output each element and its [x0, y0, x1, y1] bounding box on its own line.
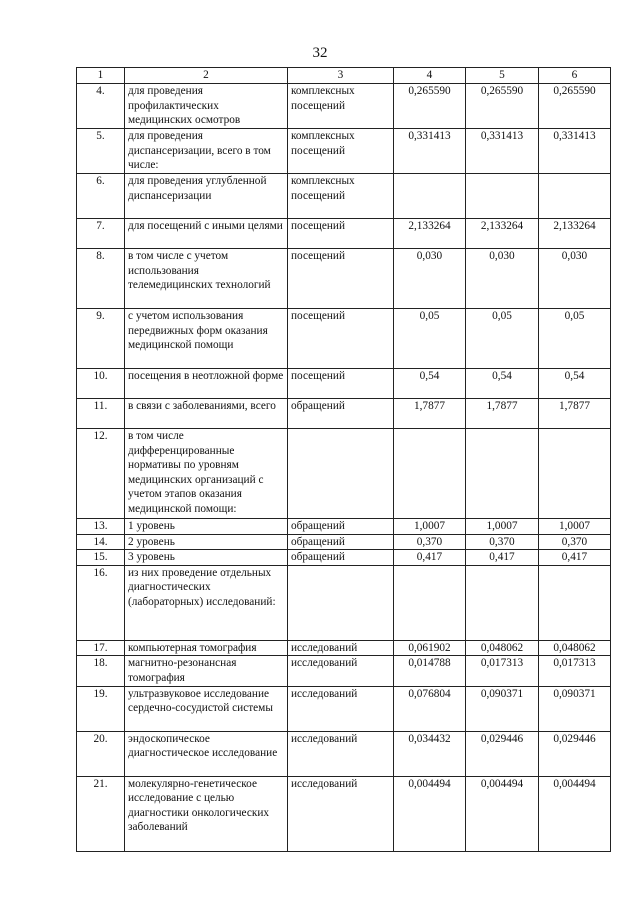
- unit: комплексных посещений: [288, 129, 394, 174]
- value-col6: 0,265590: [539, 84, 611, 129]
- indicator-name: в том числе дифференцированные нормативы по уровням медицинских организаций с учетом этапов оказания медицинской помощи:: [125, 429, 288, 519]
- value-col5: 2,133264: [466, 219, 539, 249]
- indicator-name: компьютерная томография: [125, 640, 288, 656]
- table-row: [77, 640, 611, 656]
- value-col6: 0,417: [539, 550, 611, 566]
- value-col4: 0,061902: [394, 640, 466, 656]
- value-col5: 0,030: [466, 249, 539, 309]
- row-number: 18.: [77, 656, 125, 686]
- row-number: 14.: [77, 534, 125, 550]
- table-row: [77, 399, 611, 429]
- value-col5: 0,265590: [466, 84, 539, 129]
- value-col5: [466, 565, 539, 640]
- value-col4: 0,417: [394, 550, 466, 566]
- value-col4: 0,370: [394, 534, 466, 550]
- value-col6: 1,0007: [539, 519, 611, 535]
- value-col6: 2,133264: [539, 219, 611, 249]
- table-row: [77, 84, 611, 129]
- table-row: [77, 565, 611, 640]
- indicator-name: ультразвуковое исследование сердечно-сосудистой системы: [125, 686, 288, 731]
- unit: посещений: [288, 219, 394, 249]
- value-col4: 1,7877: [394, 399, 466, 429]
- page-number: 32: [312, 45, 328, 61]
- column-header-6: 6: [539, 68, 611, 84]
- value-col5: 0,017313: [466, 656, 539, 686]
- indicator-name: 3 уровень: [125, 550, 288, 566]
- unit: обращений: [288, 399, 394, 429]
- indicator-name: для посещений с иными целями: [125, 219, 288, 249]
- value-col6: 0,004494: [539, 776, 611, 851]
- column-header-5: 5: [466, 68, 539, 84]
- value-col6: 0,05: [539, 309, 611, 369]
- indicator-name: с учетом использования передвижных форм оказания медицинской помощи: [125, 309, 288, 369]
- row-number: 21.: [77, 776, 125, 851]
- table-row: [77, 550, 611, 566]
- value-col4: 0,076804: [394, 686, 466, 731]
- table-row: [77, 174, 611, 219]
- row-number: 15.: [77, 550, 125, 566]
- value-col4: [394, 429, 466, 519]
- value-col6: 0,370: [539, 534, 611, 550]
- value-col5: 0,331413: [466, 129, 539, 174]
- value-col6: 0,017313: [539, 656, 611, 686]
- row-number: 6.: [77, 174, 125, 219]
- row-number: 4.: [77, 84, 125, 129]
- value-col4: 0,014788: [394, 656, 466, 686]
- value-col6: 0,048062: [539, 640, 611, 656]
- indicator-name: 1 уровень: [125, 519, 288, 535]
- value-col5: 0,54: [466, 369, 539, 399]
- indicator-name: молекулярно-генетическое исследование с целью диагностики онкологических заболеваний: [125, 776, 288, 851]
- value-col4: 0,030: [394, 249, 466, 309]
- row-number: 13.: [77, 519, 125, 535]
- column-header-2: 2: [125, 68, 288, 84]
- value-col4: 0,54: [394, 369, 466, 399]
- value-col6: 1,7877: [539, 399, 611, 429]
- row-number: 17.: [77, 640, 125, 656]
- table-row: [77, 519, 611, 535]
- unit: комплексных посещений: [288, 174, 394, 219]
- column-header-4: 4: [394, 68, 466, 84]
- value-col6: [539, 429, 611, 519]
- row-number: 8.: [77, 249, 125, 309]
- value-col5: [466, 429, 539, 519]
- unit: посещений: [288, 369, 394, 399]
- table-row: [77, 534, 611, 550]
- unit: обращений: [288, 550, 394, 566]
- table-row: [77, 249, 611, 309]
- unit: посещений: [288, 309, 394, 369]
- value-col4: 0,331413: [394, 129, 466, 174]
- value-col4: [394, 174, 466, 219]
- row-number: 9.: [77, 309, 125, 369]
- value-col5: 0,090371: [466, 686, 539, 731]
- indicator-name: эндоскопическое диагностическое исследование: [125, 731, 288, 776]
- value-col5: 0,417: [466, 550, 539, 566]
- row-number: 11.: [77, 399, 125, 429]
- indicator-name: для проведения профилактических медицинских осмотров: [125, 84, 288, 129]
- value-col4: 1,0007: [394, 519, 466, 535]
- table-row: [77, 369, 611, 399]
- value-col4: 2,133264: [394, 219, 466, 249]
- row-number: 16.: [77, 565, 125, 640]
- value-col6: [539, 565, 611, 640]
- header-row: [77, 68, 611, 84]
- indicator-name: посещения в неотложной форме: [125, 369, 288, 399]
- row-number: 20.: [77, 731, 125, 776]
- row-number: 7.: [77, 219, 125, 249]
- value-col6: 0,029446: [539, 731, 611, 776]
- value-col4: [394, 565, 466, 640]
- unit: исследований: [288, 686, 394, 731]
- unit: посещений: [288, 249, 394, 309]
- value-col4: 0,05: [394, 309, 466, 369]
- unit: исследований: [288, 640, 394, 656]
- value-col5: 0,370: [466, 534, 539, 550]
- value-col6: 0,090371: [539, 686, 611, 731]
- row-number: 19.: [77, 686, 125, 731]
- unit: обращений: [288, 519, 394, 535]
- value-col5: 1,7877: [466, 399, 539, 429]
- value-col5: [466, 174, 539, 219]
- unit: [288, 429, 394, 519]
- table-row: [77, 129, 611, 174]
- value-col4: 0,034432: [394, 731, 466, 776]
- row-number: 5.: [77, 129, 125, 174]
- value-col6: 0,54: [539, 369, 611, 399]
- indicator-name: магнитно-резонансная томография: [125, 656, 288, 686]
- value-col4: 0,004494: [394, 776, 466, 851]
- value-col6: 0,331413: [539, 129, 611, 174]
- value-col5: 0,029446: [466, 731, 539, 776]
- table-row: [77, 731, 611, 776]
- value-col6: [539, 174, 611, 219]
- indicator-name: в том числе с учетом использования телемедицинских технологий: [125, 249, 288, 309]
- table-row: [77, 686, 611, 731]
- table-row: [77, 656, 611, 686]
- row-number: 10.: [77, 369, 125, 399]
- table-row: [77, 219, 611, 249]
- indicator-name: 2 уровень: [125, 534, 288, 550]
- value-col5: 0,004494: [466, 776, 539, 851]
- unit: исследований: [288, 656, 394, 686]
- table-row: [77, 429, 611, 519]
- value-col6: 0,030: [539, 249, 611, 309]
- column-header-1: 1: [77, 68, 125, 84]
- unit: [288, 565, 394, 640]
- unit: исследований: [288, 776, 394, 851]
- row-number: 12.: [77, 429, 125, 519]
- indicator-name: для проведения углубленной диспансеризации: [125, 174, 288, 219]
- column-header-3: 3: [288, 68, 394, 84]
- unit: комплексных посещений: [288, 84, 394, 129]
- table-row: [77, 309, 611, 369]
- unit: обращений: [288, 534, 394, 550]
- norms-table: [76, 67, 611, 852]
- value-col4: 0,265590: [394, 84, 466, 129]
- value-col5: 1,0007: [466, 519, 539, 535]
- table-body: [77, 84, 611, 852]
- indicator-name: из них проведение отдельных диагностических (лабораторных) исследований:: [125, 565, 288, 640]
- table-row: [77, 776, 611, 851]
- indicator-name: в связи с заболеваниями, всего: [125, 399, 288, 429]
- value-col5: 0,048062: [466, 640, 539, 656]
- unit: исследований: [288, 731, 394, 776]
- indicator-name: для проведения диспансеризации, всего в том числе:: [125, 129, 288, 174]
- value-col5: 0,05: [466, 309, 539, 369]
